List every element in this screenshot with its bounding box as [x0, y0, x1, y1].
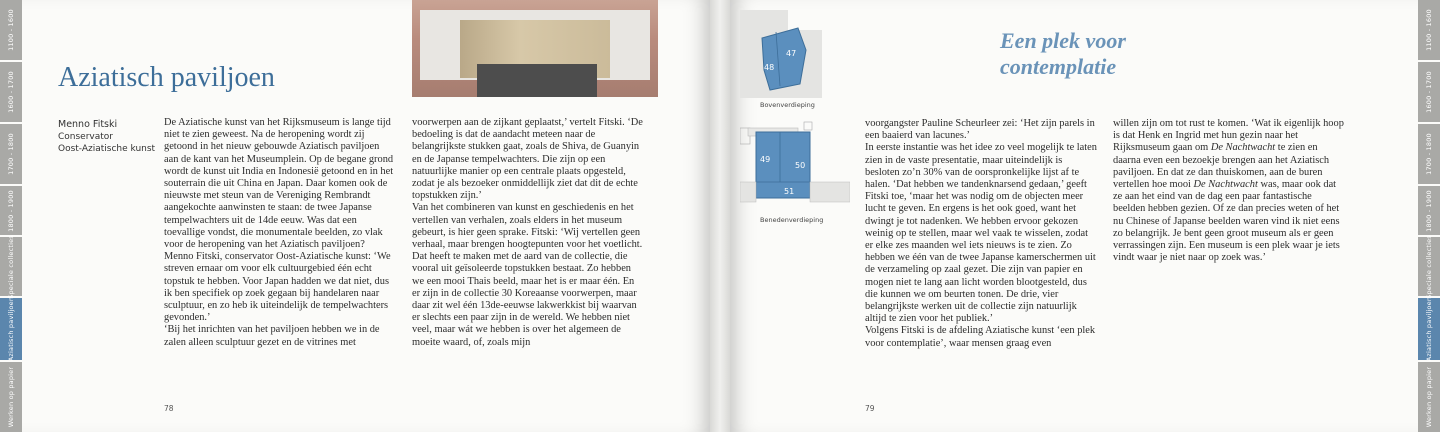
- side-tab-right-werken-op-papier[interactable]: [1418, 362, 1440, 432]
- col4-text-c: was, maar ook dat ze aan het eind van de dag een paar fantastische beelden hebben gezien. Of ze dan precies weten of het nu Chinese of Japanse beelden waren vind ik niet eens zo belangrijk. Je bent geen groot museum als er geen verrassingen zijn. Een museum is een plek waar je iets vindt waar je niet naar op zoek was.’: [1113, 179, 1340, 264]
- side-tab-left-1700-1800[interactable]: [0, 124, 22, 186]
- author-department: Oost-Aziatische kunst: [58, 144, 156, 154]
- room-label-49: 49: [760, 155, 771, 164]
- caption-lower-floor: Benedenverdieping: [760, 216, 824, 224]
- col4-text-b: te zien en daarna even een bezoekje brengen aan het Aziatisch paviljoen. En dat ze dan thuiskomen, aan de buren vertellen hoe mooi: [1113, 142, 1330, 191]
- author-name: Menno Fitski: [58, 119, 118, 130]
- side-tab-right-1600-1700[interactable]: [1418, 62, 1440, 124]
- col4-italic-title-1: De Nachtwacht: [1210, 142, 1276, 154]
- side-tab-label: 1800 - 1900: [1425, 189, 1433, 232]
- body-column-4: [1113, 118, 1345, 264]
- caption-upper-floor: Bovenverdieping: [760, 101, 815, 109]
- side-tab-label: 1800 - 1900: [7, 189, 15, 232]
- side-tab-right-speciale-collecties[interactable]: [1418, 234, 1440, 299]
- side-tab-left-aziatisch-paviljoen[interactable]: [0, 298, 22, 362]
- side-tab-label: Werken op papier: [7, 366, 15, 428]
- side-tab-label: 1100 - 1600: [1425, 9, 1433, 51]
- body-column-3: voorgangster Pauline Scheurleer zei: ‘Het zijn parels in een baaierd van lacunes.’ In eerste instantie was het idee zo veel mogelijk te laten zien in de vaste presentatie, maar uiteindelijk is besloten zo’n 30% van de oorspronkelijke lijst af te halen. ‘Dat hebben we tandenknarsend gedaan,’ geeft Fitski toe, ‘maar het was nodig om de objecten meer lucht te geven. En ergens is het ook goed, want het dwingt je tot nadenken. We hebben ervoor gekozen weinig op te stellen, maar wel vaak te wisselen, zodat er elke zes maanden wel iets nieuws is te zien. Zo hebben we één van de twee Japanse kamerschermen uit de verzameling op zaal gezet. Die zijn van papier en mogen niet te lang aan licht worden blootgesteld, dus die kunnen we om beurten tonen. De drie, vier belangrijkste werken uit de collectie zijn natuurlijk altijd te zien voor het publiek.’ Volgens Fitski is de afdeling Aziatische kunst ‘een plek voor contemplatie’, waar mensen graag even: [865, 118, 1097, 349]
- page-number-right: 79: [865, 404, 875, 413]
- col4-text-a: willen zijn om tot rust te komen. ‘Wat ik eigenlijk hoop is dat Henk en Ingrid met hun gezin naar het Rijksmuseum gaan om: [1113, 118, 1344, 154]
- room-label-50: 50: [795, 161, 806, 170]
- side-tab-label: 1100 - 1600: [7, 9, 15, 51]
- side-tab-label: 1600 - 1700: [1425, 71, 1433, 113]
- author-block: [58, 119, 155, 155]
- body-column-2: voorwerpen aan de zijkant geplaatst,’ vertelt Fitski. ‘De bedoeling is dat de aandacht meteen naar de belangrijkste stukken gaat, zoals de Shiva, de Guanyin en de Japanse tempelwachters. Die zijn op een natuurlijke manier op een centrale plaats opgesteld, zodat je als bezoeker onmiddellijk ziet dat dit de echte topstukken zijn.’ Van het combineren van kunst en geschiedenis en het vertellen van verhalen, zoals elders in het museum gebeurt, is hier geen sprake. Fitski: ‘Wij vertellen geen verhaal, maar brengen hoogtepunten voor het voetlicht. Dat heeft te maken met de aard van de collectie, die vooral uit geïsoleerde topstukken bestaat. Zo hebben we een mooi Thais beeld, maar het is er maar één. En er zijn in de collectie 30 Koreaanse voorwerpen, maar daar zit wel één 13de-eeuwse lakwerkkist bij waarvan er slechts een paar zijn in de wereld. We hebben niet veel, maar wát we hebben is over het algemeen de moeite waard, of, zoals mijn: [412, 117, 643, 348]
- right-page-title: Een plek voor contemplatie: [1000, 28, 1126, 79]
- side-tab-right-1100-1600[interactable]: [1418, 0, 1440, 62]
- floorplan-upper: [740, 10, 822, 98]
- side-index-tabs-right: [1418, 0, 1440, 432]
- side-tab-left-speciale-collecties[interactable]: [0, 234, 22, 299]
- side-tab-left-werken-op-papier[interactable]: [0, 362, 22, 432]
- room-label-51: 51: [784, 187, 795, 196]
- room-label-47: 47: [786, 49, 797, 58]
- side-tab-right-1800-1900[interactable]: [1418, 186, 1440, 237]
- body-column-1: De Aziatische kunst van het Rijksmuseum is lange tijd niet te zien geweest. Na de heropening wordt zij getoond in het nieuw gebouwde Aziatisch paviljoen aan de kant van het Museumplein. Op de begane grond wordt de kunst uit India en Indonesië getoond en in het souterrain die uit China en Japan. Daar komen ook de nieuwste met steun van de Vereniging Rembrandt aangekochte aanwinsten te staan: de twee Japanse tempelwachters uit de 14de eeuw. Was dat een toevallige vondst, die monumentale beelden, zo vlak voor de heropening van het Aziatisch paviljoen? Menno Fitski, conservator Oost-Aziatische kunst: ‘We streven ernaar om voor elk cultuurgebied één echt topstuk te hebben. Voor Japan hadden we dat niet, dus ik ben specifiek op zoek gegaan bij handelaren naar sculptuur, en zo heb ik uiteindelijk de tempelwachters gevonden.’ ‘Bij het inrichten van het paviljoen hebben we in de zalen alleen sculptuur gezet en de vitrines met: [164, 117, 394, 348]
- left-page-title: Aziatisch paviljoen: [58, 62, 275, 93]
- side-tab-left-1800-1900[interactable]: [0, 186, 22, 237]
- side-tab-right-1700-1800[interactable]: [1418, 124, 1440, 186]
- book-gutter: [710, 0, 730, 432]
- side-tab-right-aziatisch-paviljoen[interactable]: [1418, 298, 1440, 362]
- side-tab-label: Speciale collecties: [7, 234, 15, 299]
- page-number-left: 78: [164, 404, 174, 413]
- floorplan-lower: [740, 120, 850, 210]
- side-tab-label: Aziatisch paviljoen: [7, 296, 15, 362]
- side-tab-label: 1600 - 1700: [7, 71, 15, 113]
- side-tab-label: Speciale collecties: [1425, 234, 1433, 299]
- side-tab-left-1100-1600[interactable]: [0, 0, 22, 62]
- room-label-48: 48: [764, 63, 775, 72]
- author-role: Conservator: [58, 132, 113, 142]
- side-tab-left-1600-1700[interactable]: [0, 62, 22, 124]
- col4-italic-title-2: De Nachtwacht: [1193, 179, 1258, 191]
- pavilion-photo: [412, 0, 658, 97]
- side-tab-label: Aziatisch paviljoen: [1425, 296, 1433, 362]
- side-index-tabs-left: [0, 0, 22, 432]
- side-tab-label: Werken op papier: [1425, 366, 1433, 428]
- side-tab-label: 1700 - 1800: [7, 133, 15, 175]
- left-page: [0, 0, 710, 432]
- side-tab-label: 1700 - 1800: [1425, 133, 1433, 175]
